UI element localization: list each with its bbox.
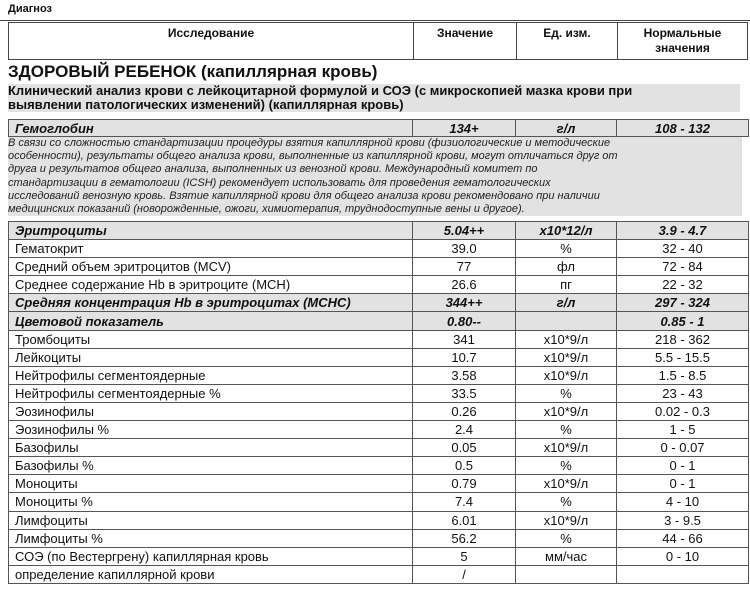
test-unit xyxy=(516,312,617,330)
test-value: 39.0 xyxy=(413,240,516,258)
test-value: 33.5 xyxy=(413,384,516,402)
test-range: 3.9 - 4.7 xyxy=(617,222,749,240)
test-name: Лимфоциты % xyxy=(9,529,413,547)
results-table xyxy=(8,221,749,584)
test-name: Средний объем эритроцитов (MCV) xyxy=(9,258,413,276)
test-name: Гемоглобин xyxy=(9,120,413,137)
test-value: 0.26 xyxy=(413,402,516,420)
test-unit: % xyxy=(516,384,617,402)
test-value: 0.79 xyxy=(413,475,516,493)
test-unit: х10*9/л xyxy=(516,475,617,493)
table-row xyxy=(9,529,749,547)
note-line: друга и результатов общего анализа, выполненных из венозной крови. Международный комитет по xyxy=(8,163,538,176)
test-range: 0.85 - 1 xyxy=(617,312,749,330)
table-row xyxy=(9,493,749,511)
test-value: 77 xyxy=(413,258,516,276)
test-range: 0 - 0.07 xyxy=(617,439,749,457)
diagnosis-label: Диагноз xyxy=(8,3,52,15)
table-header xyxy=(8,22,748,60)
table-row xyxy=(9,366,749,384)
header-value: Значение xyxy=(413,23,516,59)
table-row xyxy=(9,547,749,565)
test-range: 0 - 10 xyxy=(617,547,749,565)
note-line: В связи со сложностью стандартизации процедуры взятия капиллярной крови (физиологические и методические xyxy=(8,137,611,149)
note-line: медицинских показаний (новорожденные, ожоги, химиотерапия, труднодоступные вены и другое). xyxy=(8,203,525,216)
test-range xyxy=(617,565,749,583)
test-range: 32 - 40 xyxy=(617,240,749,258)
table-row xyxy=(9,439,749,457)
note-text xyxy=(8,137,742,216)
test-value: 7.4 xyxy=(413,493,516,511)
header-norm-line1: Нормальные xyxy=(643,26,722,40)
test-range: 0 - 1 xyxy=(617,475,749,493)
test-name: Среднее содержание Hb в эритроците (MCH) xyxy=(9,276,413,294)
test-value: 2.4 xyxy=(413,421,516,439)
test-range: 0.02 - 0.3 xyxy=(617,402,749,420)
test-value: 3.58 xyxy=(413,366,516,384)
test-range: 4 - 10 xyxy=(617,493,749,511)
table-row xyxy=(9,312,749,330)
test-unit: х10*9/л xyxy=(516,330,617,348)
test-unit: х10*9/л xyxy=(516,366,617,384)
test-value: 10.7 xyxy=(413,348,516,366)
table-row xyxy=(9,384,749,402)
header-norm-line2: значения xyxy=(655,41,710,55)
table-row xyxy=(9,457,749,475)
test-name: Лимфоциты xyxy=(9,511,413,529)
table-row xyxy=(9,222,749,240)
test-name: Базофилы xyxy=(9,439,413,457)
test-value: 26.6 xyxy=(413,276,516,294)
note-line: исследований венозную кровь. Взятие капиллярной крови для общего анализа крови рекомендовано при наличии xyxy=(8,189,600,202)
subsection-line-1: Клинический анализ крови с лейкоцитарной формулой и СОЭ (с микроскопией мазка крови при xyxy=(8,83,633,98)
test-name: Средняя концентрация Hb в эритроцитах (MCHC) xyxy=(9,294,413,312)
test-unit xyxy=(516,565,617,583)
test-value: 5 xyxy=(413,547,516,565)
test-unit: % xyxy=(516,240,617,258)
test-name: Нейтрофилы сегментоядерные % xyxy=(9,384,413,402)
test-unit: х10*12/л xyxy=(516,222,617,240)
test-range: 297 - 324 xyxy=(617,294,749,312)
test-name: Цветовой показатель xyxy=(9,312,413,330)
test-name: определение капиллярной крови xyxy=(9,565,413,583)
test-range: 1.5 - 8.5 xyxy=(617,366,749,384)
test-range: 72 - 84 xyxy=(617,258,749,276)
test-name: Нейтрофилы сегментоядерные xyxy=(9,366,413,384)
test-unit: пг xyxy=(516,276,617,294)
test-value: 56.2 xyxy=(413,529,516,547)
test-value: 344++ xyxy=(413,294,516,312)
test-name: Моноциты xyxy=(9,475,413,493)
table-row xyxy=(9,511,749,529)
note-line: особенности), результаты общего анализа крови, выполненные из капиллярной крови, могут отличаться друг от xyxy=(8,150,618,163)
table-row xyxy=(9,421,749,439)
test-value: 0.80-- xyxy=(413,312,516,330)
divider xyxy=(0,20,750,21)
header-norm xyxy=(617,23,747,59)
test-value: / xyxy=(413,565,516,583)
test-range: 1 - 5 xyxy=(617,421,749,439)
header-unit: Ед. изм. xyxy=(516,23,617,59)
test-range: 23 - 43 xyxy=(617,384,749,402)
table-row xyxy=(9,294,749,312)
table-row xyxy=(9,402,749,420)
subsection-title xyxy=(8,84,740,112)
test-unit: % xyxy=(516,421,617,439)
test-unit: % xyxy=(516,529,617,547)
table-row xyxy=(9,276,749,294)
header-test: Исследование xyxy=(167,26,255,40)
table-row xyxy=(9,565,749,583)
test-unit: г/л xyxy=(516,294,617,312)
section-title: ЗДОРОВЫЙ РЕБЕНОК (капиллярная кровь) xyxy=(8,62,378,81)
test-unit: г/л xyxy=(516,120,617,137)
test-name: Моноциты % xyxy=(9,493,413,511)
test-name: СОЭ (по Вестергрену) капиллярная кровь xyxy=(9,547,413,565)
test-value: 134+ xyxy=(413,120,516,137)
test-name: Лейкоциты xyxy=(9,348,413,366)
table-row xyxy=(9,475,749,493)
test-unit: х10*9/л xyxy=(516,511,617,529)
note-line: стандартизации в гематологии (ICSH) рекомендует использовать для проведения гематологических xyxy=(8,176,551,189)
test-value: 0.05 xyxy=(413,439,516,457)
test-unit: % xyxy=(516,493,617,511)
test-name: Базофилы % xyxy=(9,457,413,475)
top-bar xyxy=(0,0,750,22)
test-name: Эозинофилы % xyxy=(9,421,413,439)
test-name: Гематокрит xyxy=(9,240,413,258)
table-row xyxy=(9,330,749,348)
test-name: Эритроциты xyxy=(9,222,413,240)
test-unit: х10*9/л xyxy=(516,402,617,420)
table-row xyxy=(9,120,749,137)
test-range: 108 - 132 xyxy=(617,120,749,137)
table-row xyxy=(9,258,749,276)
test-value: 5.04++ xyxy=(413,222,516,240)
test-value: 341 xyxy=(413,330,516,348)
table-row xyxy=(9,348,749,366)
test-range: 22 - 32 xyxy=(617,276,749,294)
test-range: 44 - 66 xyxy=(617,529,749,547)
test-unit: % xyxy=(516,457,617,475)
subsection-line-2: выявлении патологических изменений) (капиллярная кровь) xyxy=(8,97,404,112)
test-unit: х10*9/л xyxy=(516,348,617,366)
table-row xyxy=(9,240,749,258)
test-unit: фл xyxy=(516,258,617,276)
test-unit: х10*9/л xyxy=(516,439,617,457)
test-name: Тромбоциты xyxy=(9,330,413,348)
test-range: 218 - 362 xyxy=(617,330,749,348)
test-unit: мм/час xyxy=(516,547,617,565)
test-value: 0.5 xyxy=(413,457,516,475)
test-range: 5.5 - 15.5 xyxy=(617,348,749,366)
hemoglobin-table xyxy=(8,119,749,137)
test-range: 0 - 1 xyxy=(617,457,749,475)
test-range: 3 - 9.5 xyxy=(617,511,749,529)
test-value: 6.01 xyxy=(413,511,516,529)
test-name: Эозинофилы xyxy=(9,402,413,420)
